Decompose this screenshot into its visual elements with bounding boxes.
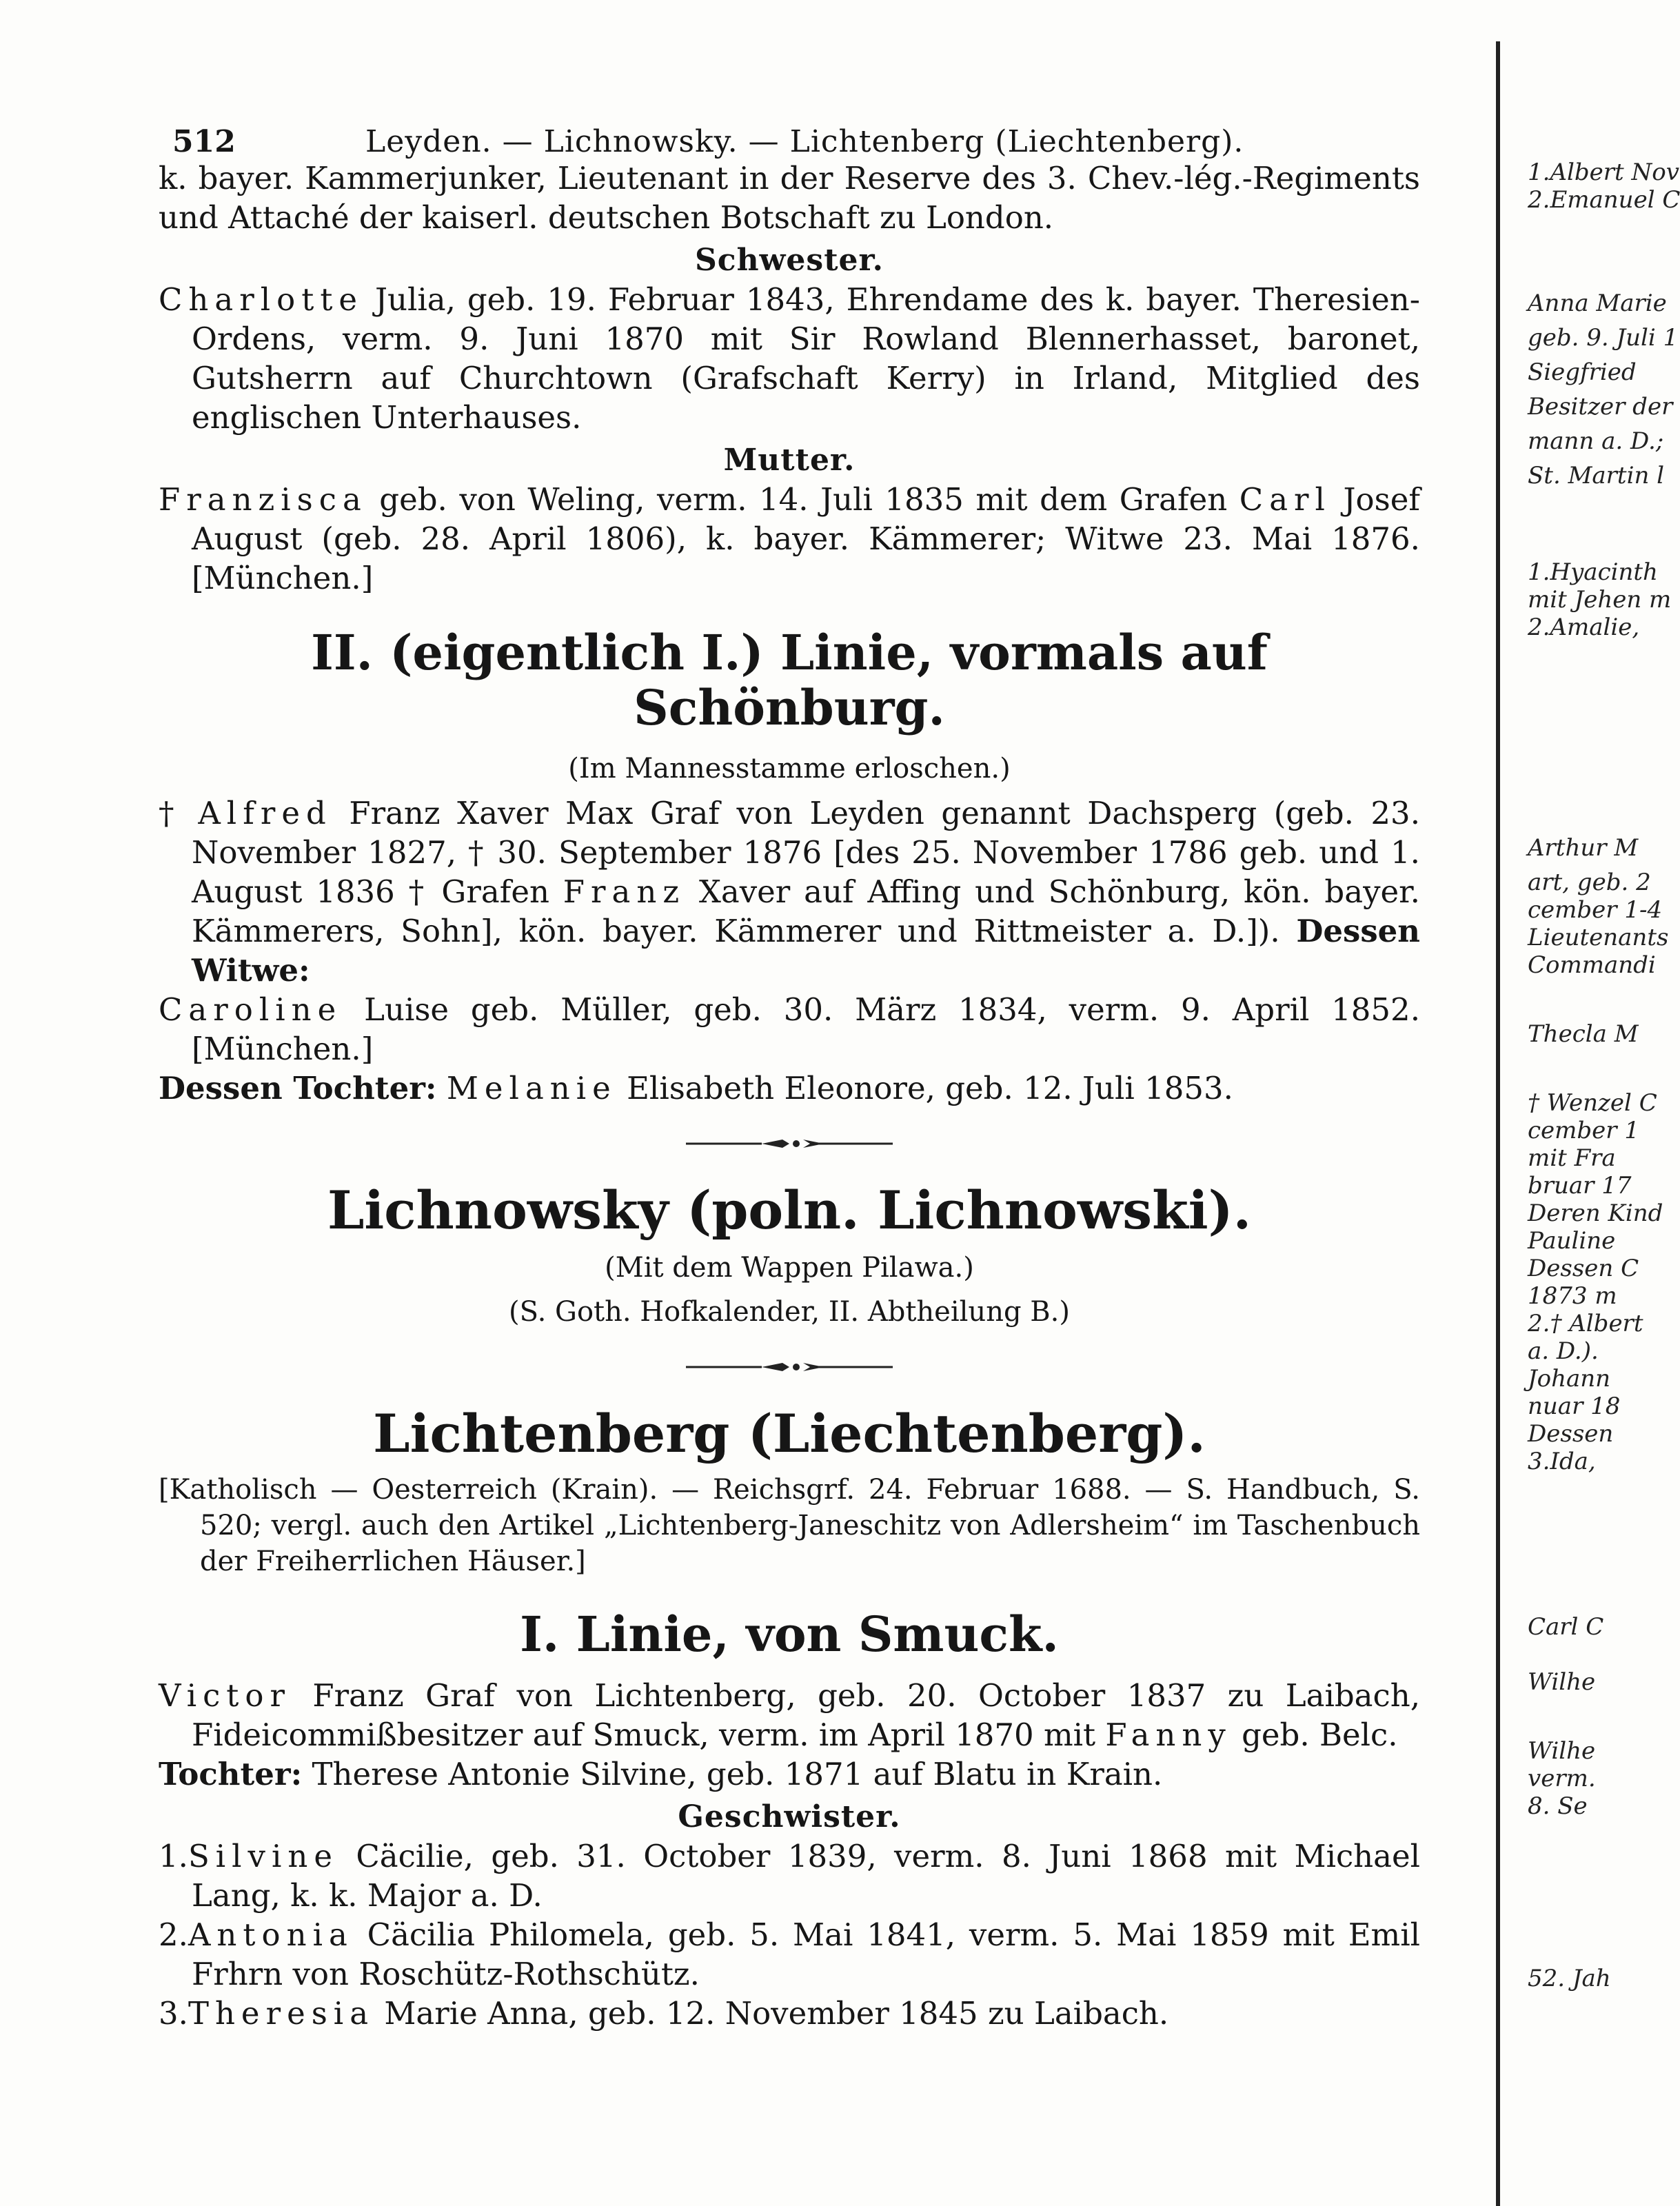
text-alfred-1: Franz Xaver Max Graf von Leyden genannt Dachsperg (geb. 23. November 1827, † 30. September 1876 [des 25. November 1786 geb. und 1. August 1836 † Grafen	[192, 795, 1420, 910]
lichtenberg-title: Lichtenberg (Liechtenberg).	[373, 1403, 1206, 1464]
main-column	[159, 110, 1420, 2033]
adjacent-text-fragment: Deren Kind	[1528, 1200, 1663, 1227]
adjacent-text-fragment: Dessen	[1528, 1420, 1614, 1448]
name-charlotte: Charlotte	[159, 281, 364, 318]
name-antonia: Antonia	[188, 1916, 354, 1953]
label-witwe: Dessen Witwe:	[192, 913, 1420, 989]
text-sibling-3: Marie Anna, geb. 12. November 1845 zu Laibach.	[374, 1995, 1169, 2032]
adjacent-text-fragment: nuar 18	[1528, 1393, 1621, 1420]
sibling-number: 2.	[159, 1916, 188, 1953]
text-charlotte: Julia, geb. 19. Februar 1843, Ehrendame des k. bayer. Theresien-Ordens, verm. 9. Juni 1870 mit Sir Rowland Blennerhasset, baronet, Gutsherrn auf Churchtown (Grafschaft Kerry) in Irland, Mitglied des englischen Unterhauses.	[192, 281, 1420, 436]
label-tochter: Dessen Tochter:	[159, 1070, 437, 1106]
adjacent-text-fragment: St. Martin l	[1528, 462, 1665, 489]
adjacent-page-edge	[1496, 0, 1680, 2206]
lichnowsky-wappen: (Mit dem Wappen Pilawa.)	[605, 1252, 974, 1284]
line-one-title: I. Linie, von Smuck.	[520, 1606, 1059, 1663]
adjacent-text-fragment: cember 1	[1528, 1117, 1639, 1144]
entry-sibling-2	[159, 1915, 1420, 1994]
adjacent-text-fragment: 1.Albert Nov	[1528, 159, 1679, 186]
adjacent-text-fragment: Dessen C	[1528, 1255, 1639, 1282]
line-two-subtitle: (Im Mannesstamme erloschen.)	[568, 753, 1011, 785]
page-gutter-line	[1496, 41, 1500, 2206]
adjacent-text-fragment: art, geb. 2	[1528, 869, 1651, 896]
adjacent-text-fragment: 2.Amalie,	[1528, 614, 1640, 641]
name-silvine: Silvine	[188, 1838, 338, 1874]
text-franzisca-1: geb. von Weling, verm. 14. Juli 1835 mit dem Grafen	[367, 481, 1239, 518]
text-sibling-1: Cäcilie, geb. 31. October 1839, verm. 8. Juni 1868 mit Michael Lang, k. k. Major a. D.	[192, 1838, 1420, 1914]
adjacent-text-fragment: Pauline	[1528, 1227, 1616, 1255]
name-carl: Carl	[1239, 481, 1331, 518]
adjacent-text-fragment: 3.Ida,	[1528, 1448, 1596, 1475]
entry-sibling-3	[159, 1994, 1420, 2033]
adjacent-text-fragment: Lieutenants	[1528, 924, 1669, 951]
name-victor: Victor	[159, 1677, 291, 1714]
entry-tochter	[159, 1754, 1420, 1794]
adjacent-text-fragment: bruar 17	[1528, 1172, 1632, 1200]
leyden-continuation: k. bayer. Kammerjunker, Lieutenant in der Reserve des 3. Chev.-lég.-Regiments und Attaché der kaiserl. deutschen Botschaft zu London.	[159, 160, 1420, 236]
sibling-number: 1.	[159, 1838, 188, 1874]
adjacent-text-fragment: Johann	[1528, 1365, 1611, 1393]
adjacent-text-fragment: Wilhe	[1528, 1668, 1596, 1696]
name-caroline: Caroline	[159, 991, 343, 1028]
line-two-title: II. (eigentlich I.) Linie, vormals auf Schönburg.	[311, 624, 1268, 736]
adjacent-text-fragment: † Wenzel C	[1528, 1089, 1657, 1117]
lichtenberg-note: [Katholisch — Oesterreich (Krain). — Reichsgrf. 24. Februar 1688. — S. Handbuch, S. 520; vergl. auch den Artikel „Lichtenberg-Janeschitz von Adlersheim“ im Taschenbuch der Freiherrlichen Häuser.]	[159, 1474, 1420, 1577]
adjacent-text-fragment: Carl C	[1528, 1613, 1604, 1641]
cross-symbol: †	[159, 795, 181, 831]
adjacent-text-fragment: mit Jehen m	[1528, 586, 1672, 614]
heading-schwester: Schwester.	[695, 243, 884, 278]
entry-melanie	[159, 1069, 1420, 1108]
page-number: 512	[172, 124, 236, 159]
adjacent-text-fragment: Anna Marie	[1528, 290, 1667, 317]
text-franzisca-2: Josef August (geb. 28. April 1806), k. bayer. Kämmerer; Witwe 23. Mai 1876. [München.]	[192, 481, 1420, 596]
entry-sibling-1	[159, 1836, 1420, 1915]
adjacent-text-fragment: geb. 9. Juli 1	[1528, 324, 1679, 352]
label-tochter-2: Tochter:	[159, 1756, 303, 1792]
lichnowsky-ref: (S. Goth. Hofkalender, II. Abtheilung B.)	[508, 1296, 1070, 1328]
adjacent-text-fragment: cember 1-4	[1528, 896, 1663, 924]
adjacent-text-fragment: 2.† Albert	[1528, 1310, 1643, 1337]
text-caroline: Luise geb. Müller, geb. 30. März 1834, verm. 9. April 1852. [München.]	[192, 991, 1420, 1067]
heading-geschwister: Geschwister.	[678, 1799, 901, 1834]
adjacent-text-fragment: Commandi	[1528, 951, 1656, 979]
adjacent-text-fragment: verm.	[1528, 1765, 1596, 1792]
name-theresia: Theresia	[188, 1995, 375, 2032]
text-sibling-2: Cäcilia Philomela, geb. 5. Mai 1841, verm. 5. Mai 1859 mit Emil Frhrn von Roschütz-Rothschütz.	[192, 1916, 1420, 1992]
section-divider	[686, 1135, 893, 1152]
running-head: Leyden. — Lichnowsky. — Lichtenberg (Liechtenberg).	[365, 124, 1244, 159]
lichnowsky-title: Lichnowsky (poln. Lichnowski).	[327, 1180, 1252, 1241]
name-alfred: Alfred	[198, 795, 332, 831]
sibling-number: 3.	[159, 1995, 188, 2032]
adjacent-text-fragment: 52. Jah	[1528, 1965, 1611, 1992]
adjacent-text-fragment: Wilhe	[1528, 1737, 1596, 1765]
adjacent-text-fragment: Thecla M	[1528, 1020, 1639, 1048]
adjacent-text-fragment: 2.Emanuel C	[1528, 186, 1680, 214]
name-fanny: Fanny	[1105, 1717, 1232, 1753]
adjacent-text-fragment: a. D.).	[1528, 1337, 1599, 1365]
section-divider	[686, 1359, 893, 1375]
adjacent-text-fragment: Arthur M	[1528, 834, 1639, 862]
adjacent-text-fragment: Besitzer der	[1528, 393, 1673, 421]
adjacent-text-fragment: 8. Se	[1528, 1792, 1588, 1820]
entry-caroline	[159, 990, 1420, 1069]
entry-charlotte	[159, 280, 1420, 437]
adjacent-text-fragment: 1873 m	[1528, 1282, 1617, 1310]
text-victor-2: geb. Belc.	[1231, 1717, 1398, 1753]
adjacent-text-fragment: mann a. D.;	[1528, 427, 1664, 455]
name-franz: Franz	[563, 873, 686, 910]
adjacent-text-fragment: mit Fra	[1528, 1144, 1616, 1172]
adjacent-text-fragment: 1.Hyacinth	[1528, 558, 1658, 586]
entry-victor	[159, 1676, 1420, 1754]
text-melanie: Elisabeth Eleonore, geb. 12. Juli 1853.	[616, 1070, 1233, 1106]
name-melanie: Melanie	[446, 1070, 617, 1106]
entry-alfred	[159, 793, 1420, 990]
entry-franzisca	[159, 480, 1420, 598]
page-header	[159, 110, 1420, 159]
adjacent-text-fragment: Siegfried	[1528, 358, 1637, 386]
text-alfred-2: Xaver auf Affing und Schönburg, kön. bayer. Kämmerers, Sohn], kön. bayer. Kämmerer und Rittmeister a. D.]).	[192, 873, 1420, 949]
text-victor-1: Franz Graf von Lichtenberg, geb. 20. October 1837 zu Laibach, Fideicommißbesitzer auf Smuck, verm. im April 1870 mit	[192, 1677, 1420, 1753]
text-tochter: Therese Antonie Silvine, geb. 1871 auf Blatu in Krain.	[302, 1756, 1163, 1792]
name-franzisca: Franzisca	[159, 481, 367, 518]
heading-mutter: Mutter.	[723, 443, 856, 478]
